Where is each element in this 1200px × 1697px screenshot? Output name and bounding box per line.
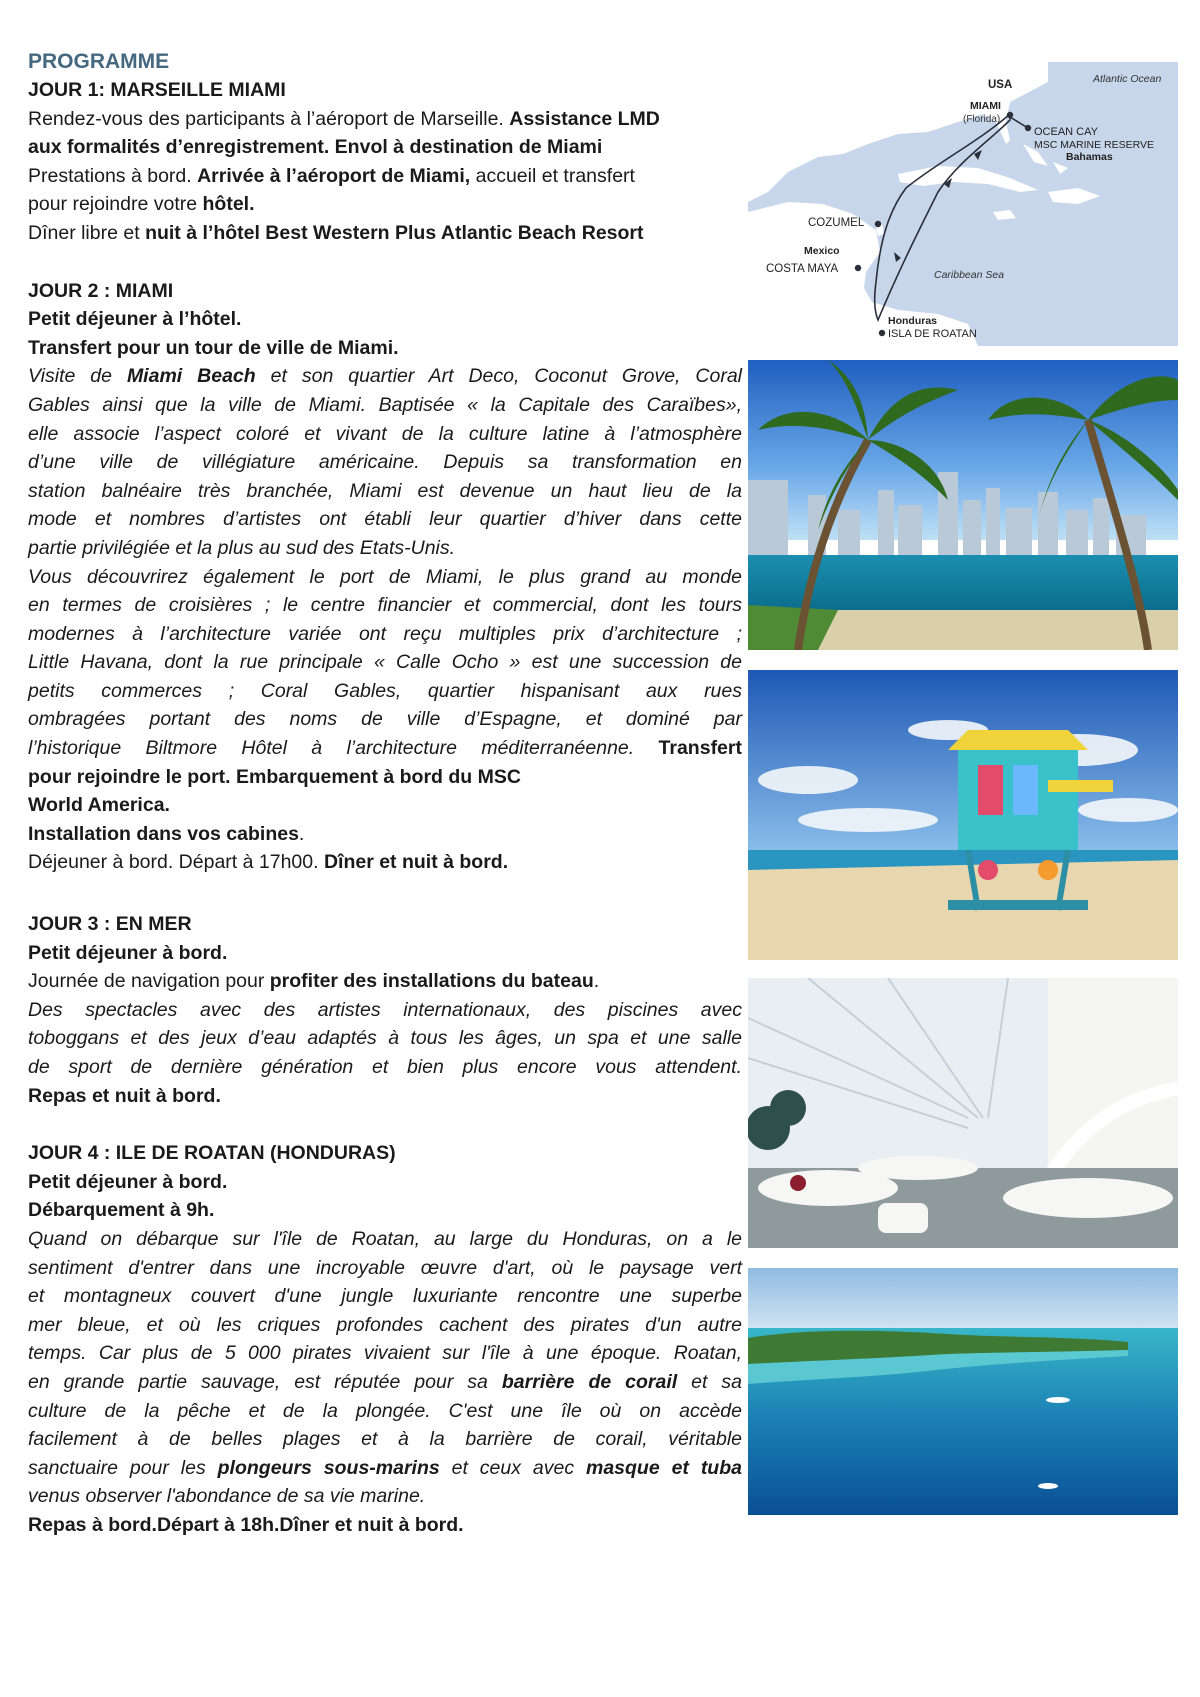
day-2-heading: JOUR 2 : MIAMI [28,279,174,302]
day-2-line: partie privilégiée et la plus au sud des Etats-Unis. [28,536,456,559]
day-4-line: mer bleue, et où les criques profondes cachent des pirates d'un autre [28,1313,742,1336]
day-2-line: Transfert pour un tour de ville de Miami. [28,336,399,359]
photo-graphic [748,360,1178,650]
roatan-aerial-photo [748,1268,1178,1515]
label-bahamas: Bahamas [1066,151,1113,163]
day-4-line: facilement à de belles plages et à la barrière de corail, véritable [28,1428,742,1451]
map-graphic [748,62,1178,346]
text-span: profiter des installations du bateau [269,970,594,993]
text-span: pour rejoindre votre [28,193,203,216]
day-3-line: de sport de dernière génération et bien plus encore vous attendent. [28,1056,742,1078]
day-4-line: sentiment d'entrer dans une incroyable œuvre d'art, où le paysage vert [28,1256,742,1279]
day-2-line [28,848,742,877]
day-3-line: Des spectacles avec des artistes internationaux, des piscines avec [28,998,742,1021]
text-span: masque et tuba [585,1456,742,1479]
day-1-section [28,76,742,248]
text-span: Prestations à bord. [28,164,198,187]
spacer [28,248,742,277]
boat [1046,1397,1070,1403]
cruise-route-map [748,62,1178,346]
day-2-line: station balnéaire très branchée, Miami est devenue un haut lieu de la [28,479,742,502]
text-span: Déjeuner à bord. Départ à 17h00. [28,851,324,874]
programme-title: PROGRAMME [28,50,170,73]
day-2-line: Little Havana, dont la rue principale « Calle Ocho » est une succession de [28,651,742,674]
port-dot-roatan [879,330,885,336]
spacer [28,1110,742,1139]
day-4-line: Débarquement à 9h. [28,1199,215,1222]
label-caribbean-sea: Caribbean Sea [934,269,1005,281]
day-2-line: petits commerces ; Coral Gables, quartier hispanisant aux rues [28,679,742,702]
text-span: et sa [677,1370,742,1393]
label-ocean-cay: OCEAN CAY [1034,126,1098,138]
programme-text [28,48,742,1540]
port-dot-miami [1007,112,1013,118]
label-cozumel: COZUMEL [808,217,865,229]
label-isla-de-roatan: ISLA DE ROATAN [888,328,977,340]
ship-lounge-photo [748,978,1178,1248]
cushion [790,1175,806,1191]
lifeguard-tower-photo [748,670,1178,960]
day-2-line: pour rejoindre le port. Embarquement à bord du MSC [28,765,521,788]
text-span: Dîner libre et [28,221,146,244]
text-span: Rendez-vous des participants à l’aéroport de Marseille. [28,107,510,130]
day-2-line: World America. [28,794,170,817]
text-span: Transfert [634,737,742,760]
label-miami: MIAMI [970,100,1001,112]
spacer [28,877,742,910]
text-span: Dîner et nuit à bord. [323,851,509,874]
day-2-line: ombragées portant des noms de ville d’Espagne, et dominé par [28,708,742,731]
day-3-line: toboggans et des jeux d’eau adaptés à tous les âges, un spa et une salle [28,1027,742,1050]
day-1-line [28,105,742,134]
text-span: l’historique Biltmore Hôtel à l’architecture méditerranéenne. [28,737,635,760]
text-span: accueil et transfert [470,164,635,187]
day-4-line: temps. Car plus de 5 000 pirates vivaient sur l'île à une époque. Roatan, [28,1342,742,1365]
day-4-line: culture de la pêche et de la plongée. C'est une île où on accède [28,1399,742,1422]
label-florida: (Florida) [963,114,1001,125]
text-span: nuit à l’hôtel Best Western Plus Atlantic Beach Resort [145,221,644,244]
day-1-line [28,219,742,248]
text-span: sanctuaire pour les [28,1456,218,1479]
text-span: et son quartier Art Deco, Coconut Grove, Coral [255,365,743,388]
text-span: barrière de corail [501,1370,678,1393]
label-marine-reserve: MSC MARINE RESERVE [1034,139,1154,151]
day-4-line [28,1454,742,1483]
day-1-line [28,190,742,219]
text-span: Miami Beach [126,365,256,388]
label-mexico: Mexico [804,245,840,257]
day-2-line: Gables ainsi que la ville de Miami. Baptisée « la Capitale des Caraïbes», [28,393,742,416]
photo-graphic [748,1268,1178,1515]
text-span: hôtel. [202,193,255,216]
text-span: Arrivée à l’aéroport de Miami, [197,164,471,187]
text-span: plongeurs sous-marins [217,1456,440,1479]
label-usa: USA [988,79,1013,91]
label-atlantic: Atlantic Ocean [1093,73,1162,85]
day-2-line: modernes à l’architecture variée ont reçu multiples prix d’architecture ; [28,622,742,645]
photo-graphic [748,978,1178,1248]
day-2-line [28,362,742,391]
day-2-line: mode et nombres d’artistes ont établi leur quartier d’hiver dans cette [28,508,742,531]
boat [1038,1483,1058,1489]
day-2-line: Petit déjeuner à l’hôtel. [28,308,242,331]
day-4-line: Petit déjeuner à bord. [28,1170,228,1193]
day-2-line: en termes de croisières ; le centre financier et commercial, dont les tours [28,594,742,617]
day-1-line: aux formalités d’enregistrement. Envol à destination de Miami [28,136,603,159]
day-4-line: Quand on débarque sur l'île de Roatan, au large du Honduras, on a le [28,1227,742,1250]
day-2-line [28,820,742,849]
day-3-line: Petit déjeuner à bord. [28,941,228,964]
port-dot-ocean-cay [1025,125,1031,131]
day-4-line: venus observer l'abondance de sa vie marine. [28,1485,426,1508]
day-3-line: Repas et nuit à bord. [28,1084,221,1107]
text-span: en grande partie sauvage, est réputée pour sa [28,1370,502,1393]
port-dot-cozumel [875,221,881,227]
day-3-line [28,967,742,996]
label-costa-maya: COSTA MAYA [766,263,839,275]
sky [748,1268,1178,1328]
text-span: Visite de [28,365,127,388]
day-4-line: et montagneux couvert d'une jungle luxuriante rencontre une superbe [28,1285,742,1308]
day-2-line: elle associe l’aspect coloré et vivant de la culture latine à l’atmosphère [28,422,742,445]
text-span: Assistance LMD [509,107,660,130]
day-3-heading: JOUR 3 : EN MER [28,913,192,936]
day-3-section [28,910,742,1110]
day-1-line [28,162,742,191]
day-2-line: Vous découvrirez également le port de Miami, le plus grand au monde [28,565,742,588]
text-span: Journée de navigation pour [28,970,270,993]
port-dot-costa-maya [855,265,861,271]
day-4-section [28,1139,742,1539]
text-span: et ceux avec [439,1456,586,1479]
day-2-line: d’une ville de villégiature américaine. Depuis sa transformation en [28,451,742,474]
text-span: Installation dans vos cabines [28,822,299,845]
day-2-line [28,734,742,763]
day-4-heading: JOUR 4 : ILE DE ROATAN (HONDURAS) [28,1142,396,1165]
text-span: . [593,970,600,993]
day-1-heading: JOUR 1: MARSEILLE MIAMI [28,79,286,101]
photo-graphic [748,670,1178,960]
day-4-line: Repas à bord.Départ à 18h.Dîner et nuit à bord. [28,1513,464,1536]
text-span: . [298,822,305,845]
day-2-section [28,277,742,877]
miami-skyline-photo [748,360,1178,650]
day-4-line [28,1368,742,1397]
label-honduras: Honduras [888,315,938,327]
